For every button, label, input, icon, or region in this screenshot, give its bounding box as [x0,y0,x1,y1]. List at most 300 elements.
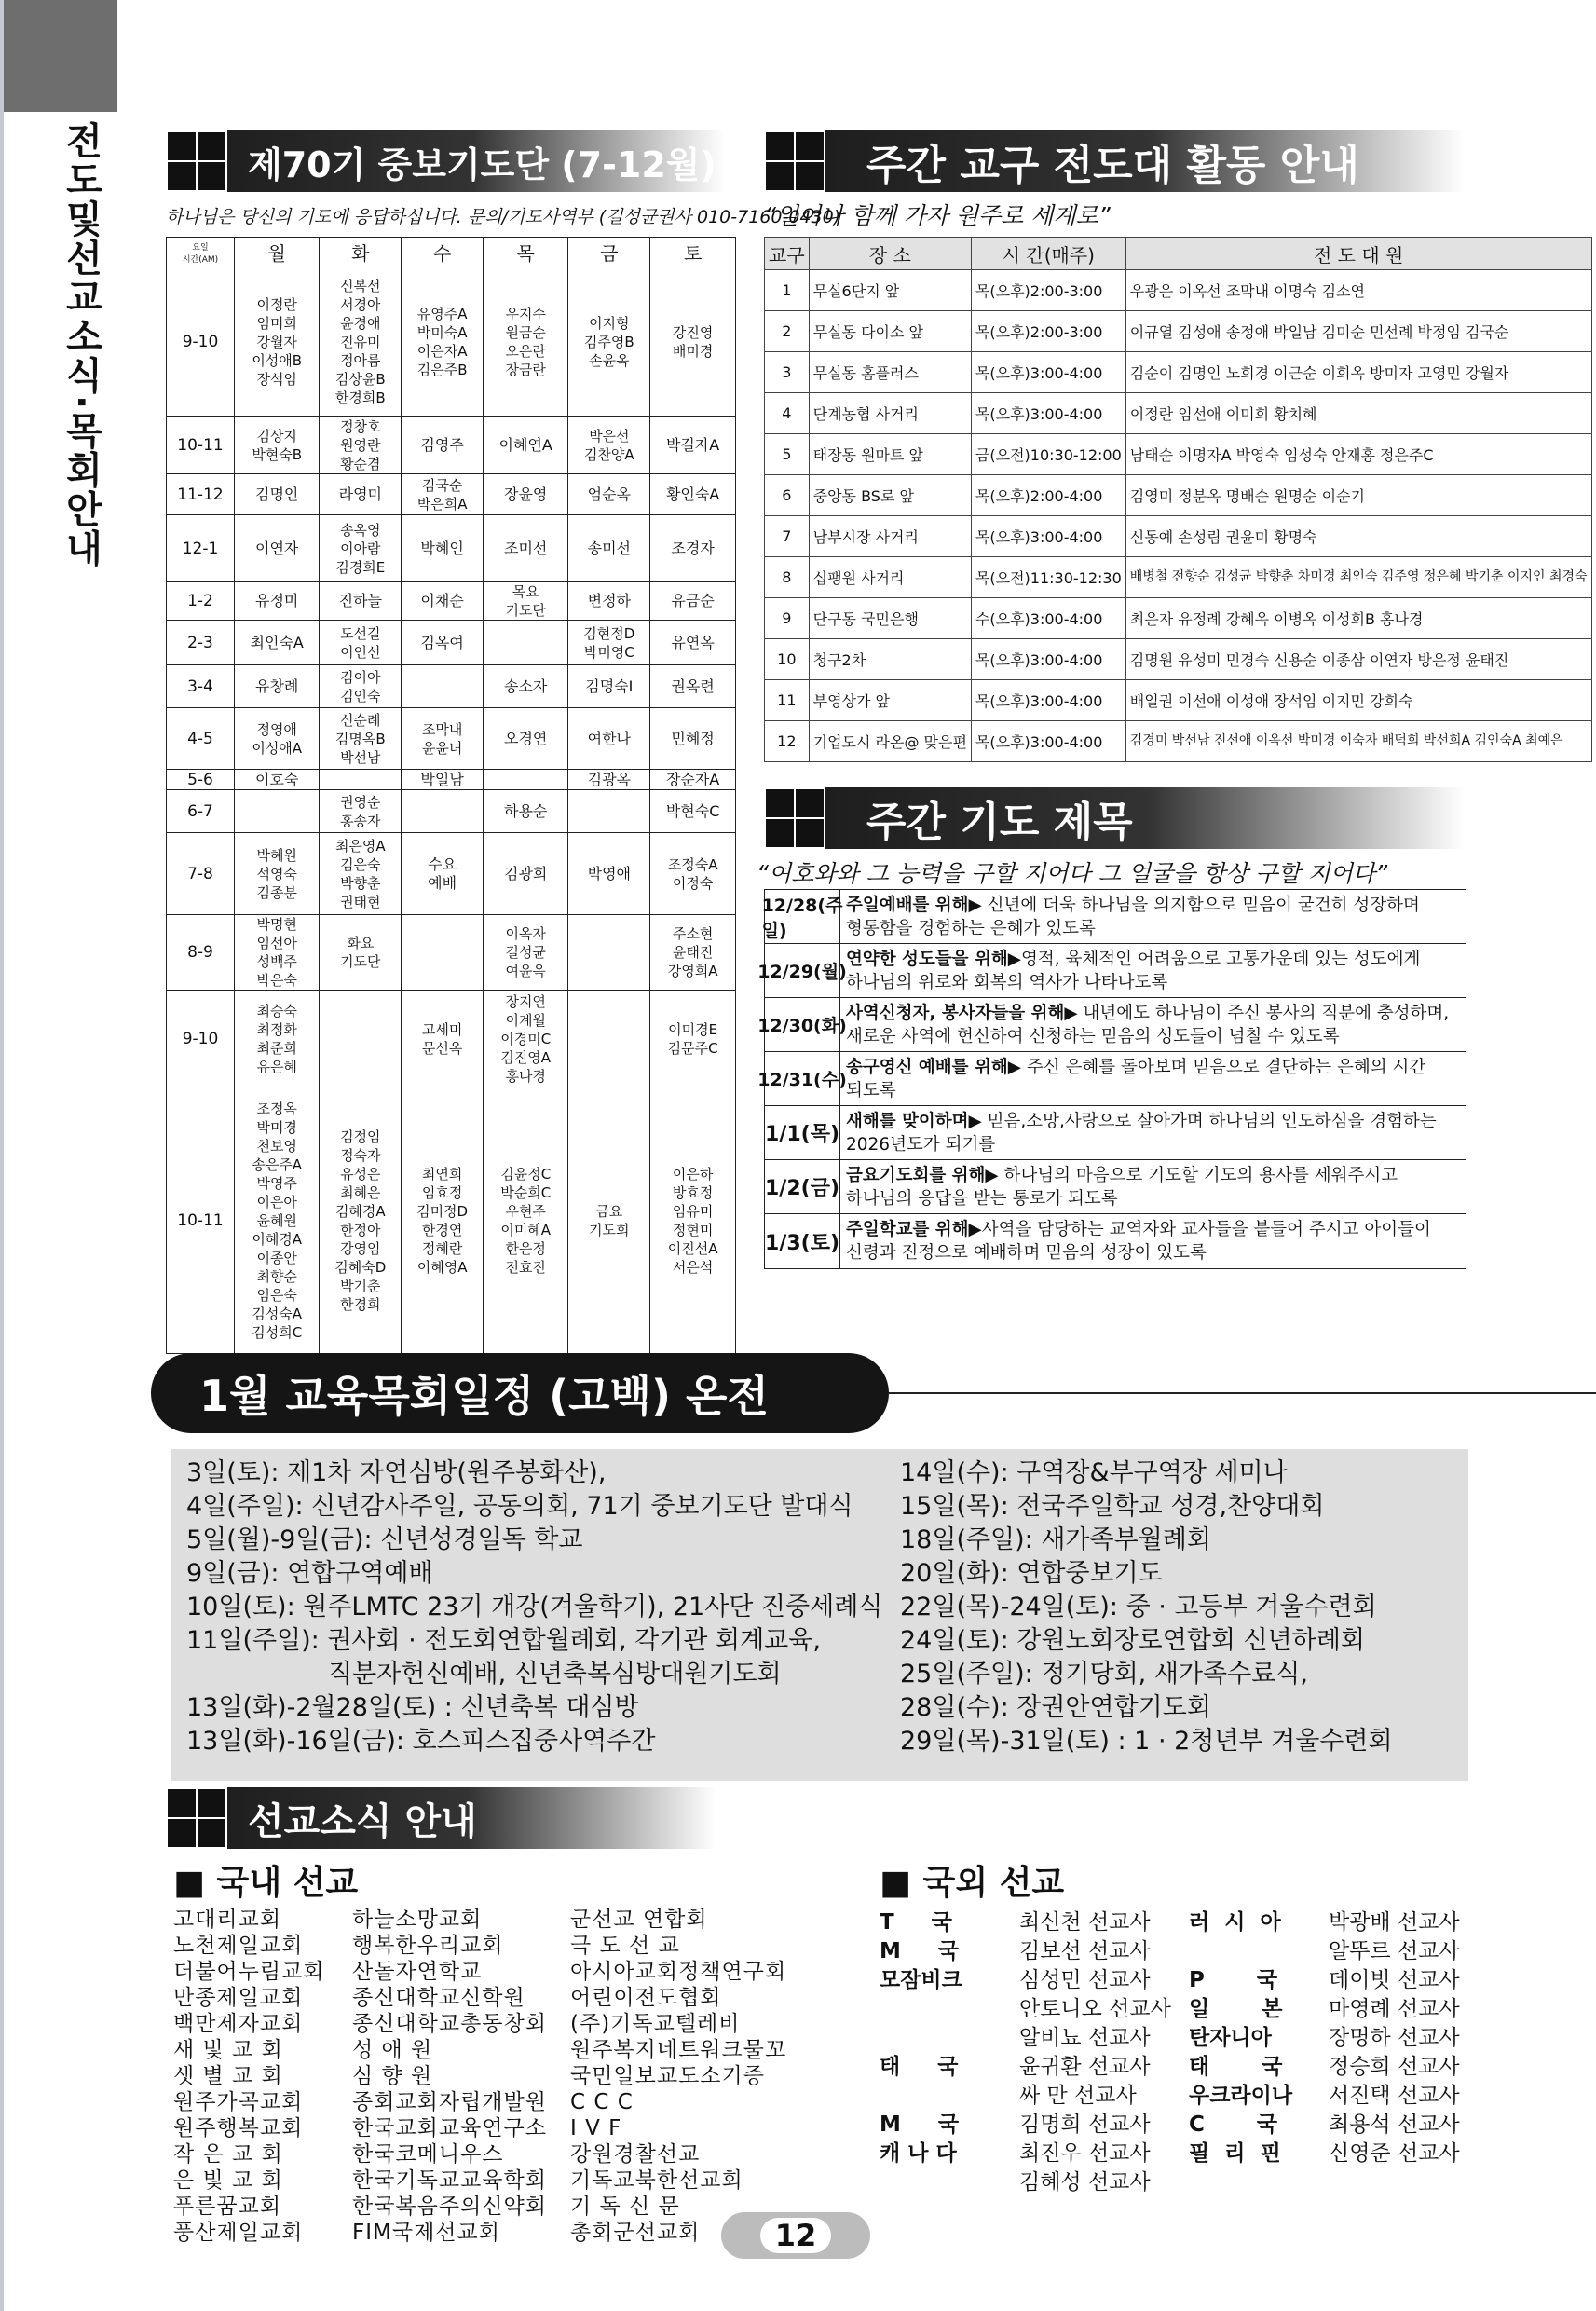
prayer-cell: 유영주A 박미숙A 이은자A 김은주B [402,267,484,417]
prayer-cell: 하용순 [484,790,568,833]
section-header-prayer-topics [764,787,1465,849]
domestic-mission-item: 심 향 원 [352,2064,433,2088]
section-title: 선교소식 안내 [248,1799,477,1843]
domestic-mission-item: 성 애 원 [352,2038,433,2062]
location-cell: 십팽원 사거리 [809,557,971,598]
topic-line: 되도록 [846,1081,896,1101]
topic-line [846,1218,1431,1241]
prayer-cell: 라영미 [320,474,402,515]
foreign-mission-row [880,2049,1171,2078]
topic-text: 사역을 담당하는 교역자와 교사들을 붙들어 주시고 아이들이 [981,1220,1431,1239]
topic-line: 형통함을 경험하는 은혜가 있도록 [846,919,1096,938]
schedule-item: 18일(주일): 새가족부월례회 [900,1525,1211,1554]
district-cell: 10 [765,639,810,680]
location-cell: 무실동 홈플러스 [809,352,971,393]
table-row [765,598,1592,639]
prayer-cell: 조미선 [484,515,568,582]
prayer-cell: 장순자A [650,770,736,790]
topic-line: 하나님의 응답을 받는 통로가 되도록 [846,1189,1118,1209]
prayer-topic-row [765,1106,1466,1160]
domestic-mission-item: 풍산제일교회 [173,2221,304,2245]
domestic-mission-item: 아시아교회정책연구회 [570,1960,787,1984]
prayer-cell [568,790,650,833]
section-square-icon [166,130,227,192]
prayer-cell: 김옥여 [402,621,484,665]
district-cell: 9 [765,598,810,639]
table-row [765,680,1592,721]
table-row [167,833,736,915]
missionary-name: 최신천 선교사 [1019,1910,1151,1935]
prayer-cell: 박혜인 [402,515,484,582]
schedule-item: 직분자헌신예배, 신년축복심방대원기도회 [328,1660,782,1689]
domestic-mission-item: 은 빛 교 회 [173,2168,283,2193]
district-cell: 11 [765,680,810,721]
table-row [167,267,736,417]
topic-line: 신령과 진정으로 예배하며 믿음의 성장이 있도록 [846,1243,1207,1263]
domestic-mission-item: 푸른꿈교회 [173,2195,282,2219]
time-cell: 목(오후)2:00-3:00 [971,270,1125,311]
foreign-mission-row [880,1991,1171,2020]
prayer-cell: 민혜정 [650,708,736,770]
topic-content [840,1052,1431,1105]
prayer-cell: 유연옥 [650,621,736,665]
prayer-cell: 이연자 [235,515,320,582]
district-cell: 4 [765,393,810,434]
missionary-name: 싸 만 선교사 [1019,2084,1137,2108]
time-slot: 11-12 [167,474,235,515]
foreign-mission-row [1189,2078,1460,2107]
table-row [765,516,1592,557]
country-name: 우크라이나 [1189,2084,1293,2108]
topic-content [840,944,1425,997]
prayer-cell: 유창례 [235,665,320,708]
section-subtitle: 하나님은 당신의 기도에 응답하십니다. 문의/기도사역부 (길성균권사 010-7160-0430) [166,207,841,227]
domestic-mission-item: 백만제자교회 [173,2012,304,2036]
prayer-cell: 조정숙A 이정숙 [650,833,736,915]
location-cell: 무실6단지 앞 [809,270,971,311]
prayer-cell: 김광옥 [568,770,650,790]
district-cell: 1 [765,270,810,311]
topic-date: 12/30(화) [765,998,840,1051]
country-name: M 국 [880,1939,960,1963]
time-cell: 목(오후)3:00-4:00 [971,680,1125,721]
prayer-cell: 김광희 [484,833,568,915]
topic-heading: 연약한 성도들을 위해▶ [846,950,1021,969]
table-row [765,352,1592,393]
time-slot: 3-4 [167,665,235,708]
time-cell: 목(오후)3:00-4:00 [971,393,1125,434]
table-row [167,991,736,1087]
schedule-item: 3일(토): 제1차 자연심방(원주봉화산), [186,1458,607,1487]
domestic-mission-item: (주)기독교텔레비 [570,2012,741,2036]
domestic-column [352,1907,547,2246]
schedule-item: 9일(금): 연합구역예배 [186,1559,433,1588]
topic-line: 하나님의 위로와 회복의 역사가 나타나도록 [846,973,1168,992]
prayer-cell: 이혜연A [484,417,568,474]
country-name: P 국 [1189,1968,1278,1992]
prayer-cell: 유정미 [235,582,320,621]
prayer-cell: 황인숙A [650,474,736,515]
topic-heading: 주일예배를 위해▶ [846,896,982,915]
domestic-mission-item: 원주행복교회 [173,2116,304,2140]
domestic-title: ■ 국내 선교 [173,1864,359,1902]
foreign-mission-row [1189,2020,1460,2049]
prayer-cell: 송소자 [484,665,568,708]
time-slot: 10-11 [167,1087,235,1354]
domestic-mission-item: 한국교회교육연구소 [352,2116,547,2140]
members-cell: 신동예 손성림 권윤미 황명숙 [1125,516,1591,557]
prayer-cell: 이미경E 김문주C [650,991,736,1087]
prayer-cell: 박일남 [402,770,484,790]
topic-content [840,1214,1437,1268]
prayer-cell [568,991,650,1087]
topic-line [846,1056,1425,1079]
location-cell: 청구2차 [809,639,971,680]
prayer-cell: 송옥영 이아람 김경희E [320,515,402,582]
day-header: 수 [402,238,484,267]
prayer-cell [484,770,568,790]
section-header-mission [166,1787,716,1849]
time-slot: 10-11 [167,417,235,474]
prayer-cell: 이호숙 [235,770,320,790]
country-name: 탄자니아 [1189,2026,1272,2050]
topic-date: 12/29(월) [765,944,840,997]
prayer-cell: 신순례 김명옥B 박선남 [320,708,402,770]
section-square-icon [166,1787,227,1849]
members-cell: 최은자 유정례 강혜옥 이병옥 이성희B 홍나경 [1125,598,1591,639]
time-slot: 9-10 [167,267,235,417]
section-subtitle: “여호와와 그 능력을 구할 지어다 그 얼굴을 항상 구할 지어다” [757,860,1388,887]
schedule-item: 20일(화): 연합중보기도 [900,1559,1163,1588]
foreign-mission-row [1189,2107,1460,2136]
missionary-name: 안토니오 선교사 [1019,1997,1171,2021]
prayer-cell: 금요 기도회 [568,1087,650,1354]
topic-heading: 새해를 맞이하며▶ [846,1112,982,1131]
foreign-mission-row [1189,1991,1460,2020]
prayer-cell [568,915,650,991]
missionary-name: 심성민 선교사 [1019,1968,1151,1992]
missionary-name: 정승희 선교사 [1329,2055,1460,2079]
prayer-cell: 우지수 원금순 오은란 장금란 [484,267,568,417]
country-name: 캐 나 다 [880,2141,957,2166]
table-corner: 요일 시간(AM) [167,238,235,267]
prayer-cell [402,790,484,833]
time-slot: 7-8 [167,833,235,915]
domestic-mission-item: 총회군선교회 [570,2221,701,2245]
domestic-mission-item: 고대리교회 [173,1908,282,1932]
foreign-mission-row [1189,1905,1460,1934]
members-cell: 이정란 임선애 이미희 황치혜 [1125,393,1591,434]
topic-date: 12/28(주일) [765,890,840,943]
prayer-cell: 김상지 박현숙B [235,417,320,474]
topic-line: 2026년도가 되기를 [846,1135,996,1155]
prayer-cell: 박영애 [568,833,650,915]
table-row [765,475,1592,516]
table-row [167,474,736,515]
domestic-mission-item: 기독교북한선교회 [570,2168,743,2193]
topic-line [846,1164,1398,1187]
members-cell: 이규열 김성애 송정애 박일남 김미순 민선례 박정임 김국순 [1125,311,1591,352]
time-slot: 5-6 [167,770,235,790]
prayer-cell: 최승숙 최정화 최준희 유은혜 [235,991,320,1087]
foreign-title: ■ 국외 선교 [880,1864,1065,1902]
missionary-name: 박광배 선교사 [1329,1910,1460,1935]
foreign-mission-row [1189,2136,1460,2165]
foreign-mission-row [880,2165,1171,2194]
domestic-mission-item: 원주복지네트워크물꼬 [570,2038,787,2062]
topic-date: 1/1(목) [765,1106,840,1159]
prayer-cell: 박길자A [650,417,736,474]
district-cell: 12 [765,721,810,762]
country-name: C 국 [1189,2113,1278,2137]
prayer-cell: 박혜원 석영숙 김종분 [235,833,320,915]
district-cell: 6 [765,475,810,516]
missionary-name: 서진택 선교사 [1329,2084,1460,2108]
country-name [880,1991,1019,2020]
prayer-cell: 장지연 이계월 이경미C 김진영A 홍나경 [484,991,568,1087]
country-name: 태 국 [880,2055,959,2079]
column-header: 전 도 대 원 [1125,238,1591,270]
time-slot: 1-2 [167,582,235,621]
topic-text: 영적, 육체적인 어려움으로 고통가운데 있는 성도에게 [1020,950,1421,969]
topic-line: 새로운 사역에 헌신하여 신청하는 믿음의 성도들이 넘칠 수 있도록 [846,1027,1340,1046]
prayer-cell: 조정옥 박미경 천보영 송은주A 박영주 이은아 윤혜원 이혜경A 이종안 최향순 임은숙 김성숙A 김성희C [235,1087,320,1354]
foreign-mission-row [880,2107,1171,2136]
table-row [167,515,736,582]
missionary-name: 최진우 선교사 [1019,2141,1151,2166]
prayer-cell: 정영애 이성애A [235,708,320,770]
missionary-name: 김혜성 선교사 [1019,2170,1151,2195]
topic-date: 1/2(금) [765,1160,840,1213]
column-header: 교구 [765,238,810,270]
domestic-mission-item: 기 독 신 문 [570,2195,680,2219]
country-name [880,2078,1019,2107]
schedule-item: 22일(목)-24일(토): 중 · 고등부 겨울수련회 [900,1593,1377,1621]
domestic-mission-item: 한국코메니우스 [352,2142,504,2167]
prayer-cell: 조경자 [650,515,736,582]
prayer-cell [320,991,402,1087]
table-row [167,582,736,621]
topic-text: 하나님의 마음으로 기도할 기도의 용사를 세워주시고 [998,1166,1398,1185]
prayer-cell [235,790,320,833]
section-square-icon [764,130,825,192]
missionary-name: 김보선 선교사 [1019,1939,1151,1963]
country-name [880,2165,1019,2194]
topic-line [846,1110,1437,1133]
domestic-mission-item: 행복한우리교회 [352,1934,504,1958]
prayer-cell: 목요 기도단 [484,582,568,621]
missionary-name: 데이빗 선교사 [1329,1968,1460,1992]
topic-heading: 주일학교를 위해▶ [846,1220,982,1239]
location-cell: 태장동 원마트 앞 [809,434,971,475]
prayer-topic-row [761,890,1466,944]
prayer-cell [402,915,484,991]
time-cell: 목(오후)2:00-4:00 [971,475,1125,516]
prayer-cell: 이정란 임미희 강월자 이성애B 장석임 [235,267,320,417]
topic-content [840,1106,1442,1159]
topic-content [840,1160,1403,1213]
domestic-mission-item: 한국복음주의신약회 [352,2195,547,2219]
prayer-cell: 주소현 윤태진 강영희A [650,915,736,991]
prayer-topics-list [757,889,1466,1269]
schedule-item: 13일(화)-16일(금): 호스피스집중사역주간 [186,1727,656,1756]
foreign-mission-row [880,1905,1171,1934]
domestic-mission-item: 하늘소망교회 [352,1908,483,1932]
schedule-box [171,1449,1468,1781]
schedule-banner [151,1353,889,1433]
prayer-cell: 유금순 [650,582,736,621]
country-name: 모잠비크 [880,1968,962,1992]
time-cell: 목(오후)2:00-3:00 [971,311,1125,352]
table-row [765,311,1592,352]
topic-content [840,998,1454,1051]
domestic-mission-item: 원주가곡교회 [173,2090,304,2114]
prayer-topic-row [765,1160,1466,1214]
foreign-mission-row [880,1934,1171,1962]
domestic-mission-item: 산돌자연학교 [352,1960,483,1984]
prayer-cell: 여한나 [568,708,650,770]
domestic-mission-item: 어린이전도협회 [570,1986,722,2010]
missionary-name: 윤귀환 선교사 [1019,2055,1151,2079]
schedule-item: 15일(목): 전국주일학교 성경,찬양대회 [900,1492,1325,1521]
domestic-mission-item: 강원경찰선교 [570,2142,701,2167]
prayer-cell: 장윤영 [484,474,568,515]
country-name [880,2020,1019,2049]
schedule-item: 25일(주일): 정기당회, 새가족수료식, [900,1660,1308,1689]
table-row [167,665,736,708]
domestic-mission-item: 더불어누림교회 [173,1960,325,1984]
domestic-mission-item: 새 빛 교 회 [173,2038,283,2062]
sidebar [0,0,117,2311]
domestic-mission-item: 국민일보교도소기증 [570,2064,765,2088]
country-name [1189,1934,1329,1962]
missionary-name: 알뚜르 선교사 [1329,1939,1460,1963]
country-name: 러 시 아 [1189,1910,1281,1935]
domestic-mission-item: 군선교 연합회 [570,1908,708,1932]
schedule-item: 5일(월)-9일(금): 신년성경일독 학교 [186,1525,583,1554]
prayer-cell: 진하늘 [320,582,402,621]
schedule-item: 13일(화)-2월28일(토) : 신년축복 대심방 [186,1693,639,1722]
domestic-column [570,1907,786,2246]
schedule-item: 4일(주일): 신년감사주일, 공동의회, 71기 중보기도단 발대식 [186,1492,853,1521]
prayer-cell: 이옥자 길성균 여윤옥 [484,915,568,991]
section-title: 주간 교구 전도대 활동 안내 [866,142,1359,189]
prayer-cell: 이채순 [402,582,484,621]
foreign-mission-row [880,2020,1171,2049]
country-name [1189,2165,1329,2194]
domestic-mission-item: 샛 별 교 회 [173,2064,283,2088]
time-slot: 4-5 [167,708,235,770]
section-title: 주간 기도 제목 [866,799,1133,846]
district-cell: 3 [765,352,810,393]
time-slot: 12-1 [167,515,235,582]
foreign-mission-row [1189,1934,1460,1962]
foreign-mission-row [880,2136,1171,2165]
prayer-cell: 조막내 윤윤녀 [402,708,484,770]
prayer-cell: 오경연 [484,708,568,770]
topic-date: 12/31(수) [765,1052,840,1105]
time-cell: 목(오전)11:30-12:30 [971,557,1125,598]
time-cell: 수(오후)3:00-4:00 [971,598,1125,639]
district-cell: 7 [765,516,810,557]
domestic-mission-item: FIM국제선교회 [352,2221,500,2245]
prayer-cell: 김명인 [235,474,320,515]
prayer-cell: 정창호 원영란 황순겸 [320,417,402,474]
prayer-cell: 김영주 [402,417,484,474]
domestic-mission-item: 한국기독교교육학회 [352,2168,547,2193]
topic-text: 주신 은혜를 돌아보며 믿음으로 결단하는 은혜의 시간 [1020,1058,1426,1077]
table-row [167,708,736,770]
prayer-cell: 강진영 배미경 [650,267,736,417]
time-cell: 목(오후)3:00-4:00 [971,721,1125,762]
members-cell: 배병철 전향순 김성균 박향춘 차미경 최인숙 김주영 정은혜 박기춘 이지인 최경숙 [1125,557,1591,598]
topic-text: 신년에 더욱 하나님을 의지함으로 믿음이 굳건히 성장하며 [981,896,1420,915]
prayer-cell: 박현숙C [650,790,736,833]
prayer-cell: 이지형 김주영B 손윤옥 [568,267,650,417]
table-row [167,621,736,665]
prayer-cell: 박은선 김찬양A [568,417,650,474]
schedule-item: 10일(토): 원주LMTC 23기 개강(겨울학기), 21사단 진중세례식 [186,1593,883,1621]
section-header-prayer-team [166,130,725,192]
page-number: 12 [721,2212,870,2259]
prayer-cell: 변정하 [568,582,650,621]
schedule-item: 14일(수): 구역장&부구역장 세미나 [900,1458,1288,1487]
foreign-mission-row [880,1962,1171,1991]
prayer-topic-row [757,1052,1466,1106]
domestic-mission-item: 만종제일교회 [173,1986,304,2010]
foreign-mission-row [1189,1962,1460,1991]
prayer-cell: 김정임 정숙자 유성은 최혜은 김혜경A 한정아 강영임 김혜숙D 박기춘 한경희 [320,1087,402,1354]
missionary-name: 장명하 선교사 [1329,2026,1460,2050]
location-cell: 남부시장 사거리 [809,516,971,557]
prayer-cell [484,621,568,665]
day-header: 목 [484,238,568,267]
members-cell: 김명원 유성미 민경숙 신용순 이종삼 이연자 방은정 윤태진 [1125,639,1591,680]
time-cell: 목(오후)3:00-4:00 [971,639,1125,680]
sidebar-tab [4,0,117,112]
topic-content [840,890,1425,943]
foreign-mission-row [1189,2049,1460,2078]
schedule-right-column [900,1456,1393,1758]
time-cell: 금(오전)10:30-12:00 [971,434,1125,475]
location-cell: 무실동 다이소 앞 [809,311,971,352]
time-slot: 9-10 [167,991,235,1087]
location-cell: 단구동 국민은행 [809,598,971,639]
prayer-cell [402,665,484,708]
time-slot: 2-3 [167,621,235,665]
time-slot: 6-7 [167,790,235,833]
section-title: 제70기 중보기도단 (7-12월) [248,144,716,185]
domestic-mission-item: I V F [570,2116,622,2140]
prayer-cell: 도선길 이인선 [320,621,402,665]
prayer-cell [320,770,402,790]
missionary-name: 김명희 선교사 [1019,2113,1151,2137]
missionary-name: 마영례 선교사 [1329,1997,1460,2021]
prayer-cell: 최은영A 김은숙 박향춘 권태현 [320,833,402,915]
missionary-name: 알비뇨 선교사 [1019,2026,1151,2050]
domestic-mission-item: C C C [570,2090,634,2114]
column-header: 시 간(매주) [971,238,1125,270]
section-header-evangelism [764,130,1465,192]
domestic-mission-item: 극 도 선 교 [570,1934,680,1958]
time-cell: 목(오후)3:00-4:00 [971,516,1125,557]
prayer-cell: 김현정D 박미영C [568,621,650,665]
table-row [765,393,1592,434]
day-header: 금 [568,238,650,267]
table-row [167,770,736,790]
prayer-cell: 김이아 김인숙 [320,665,402,708]
foreign-mission-row [880,2078,1171,2107]
